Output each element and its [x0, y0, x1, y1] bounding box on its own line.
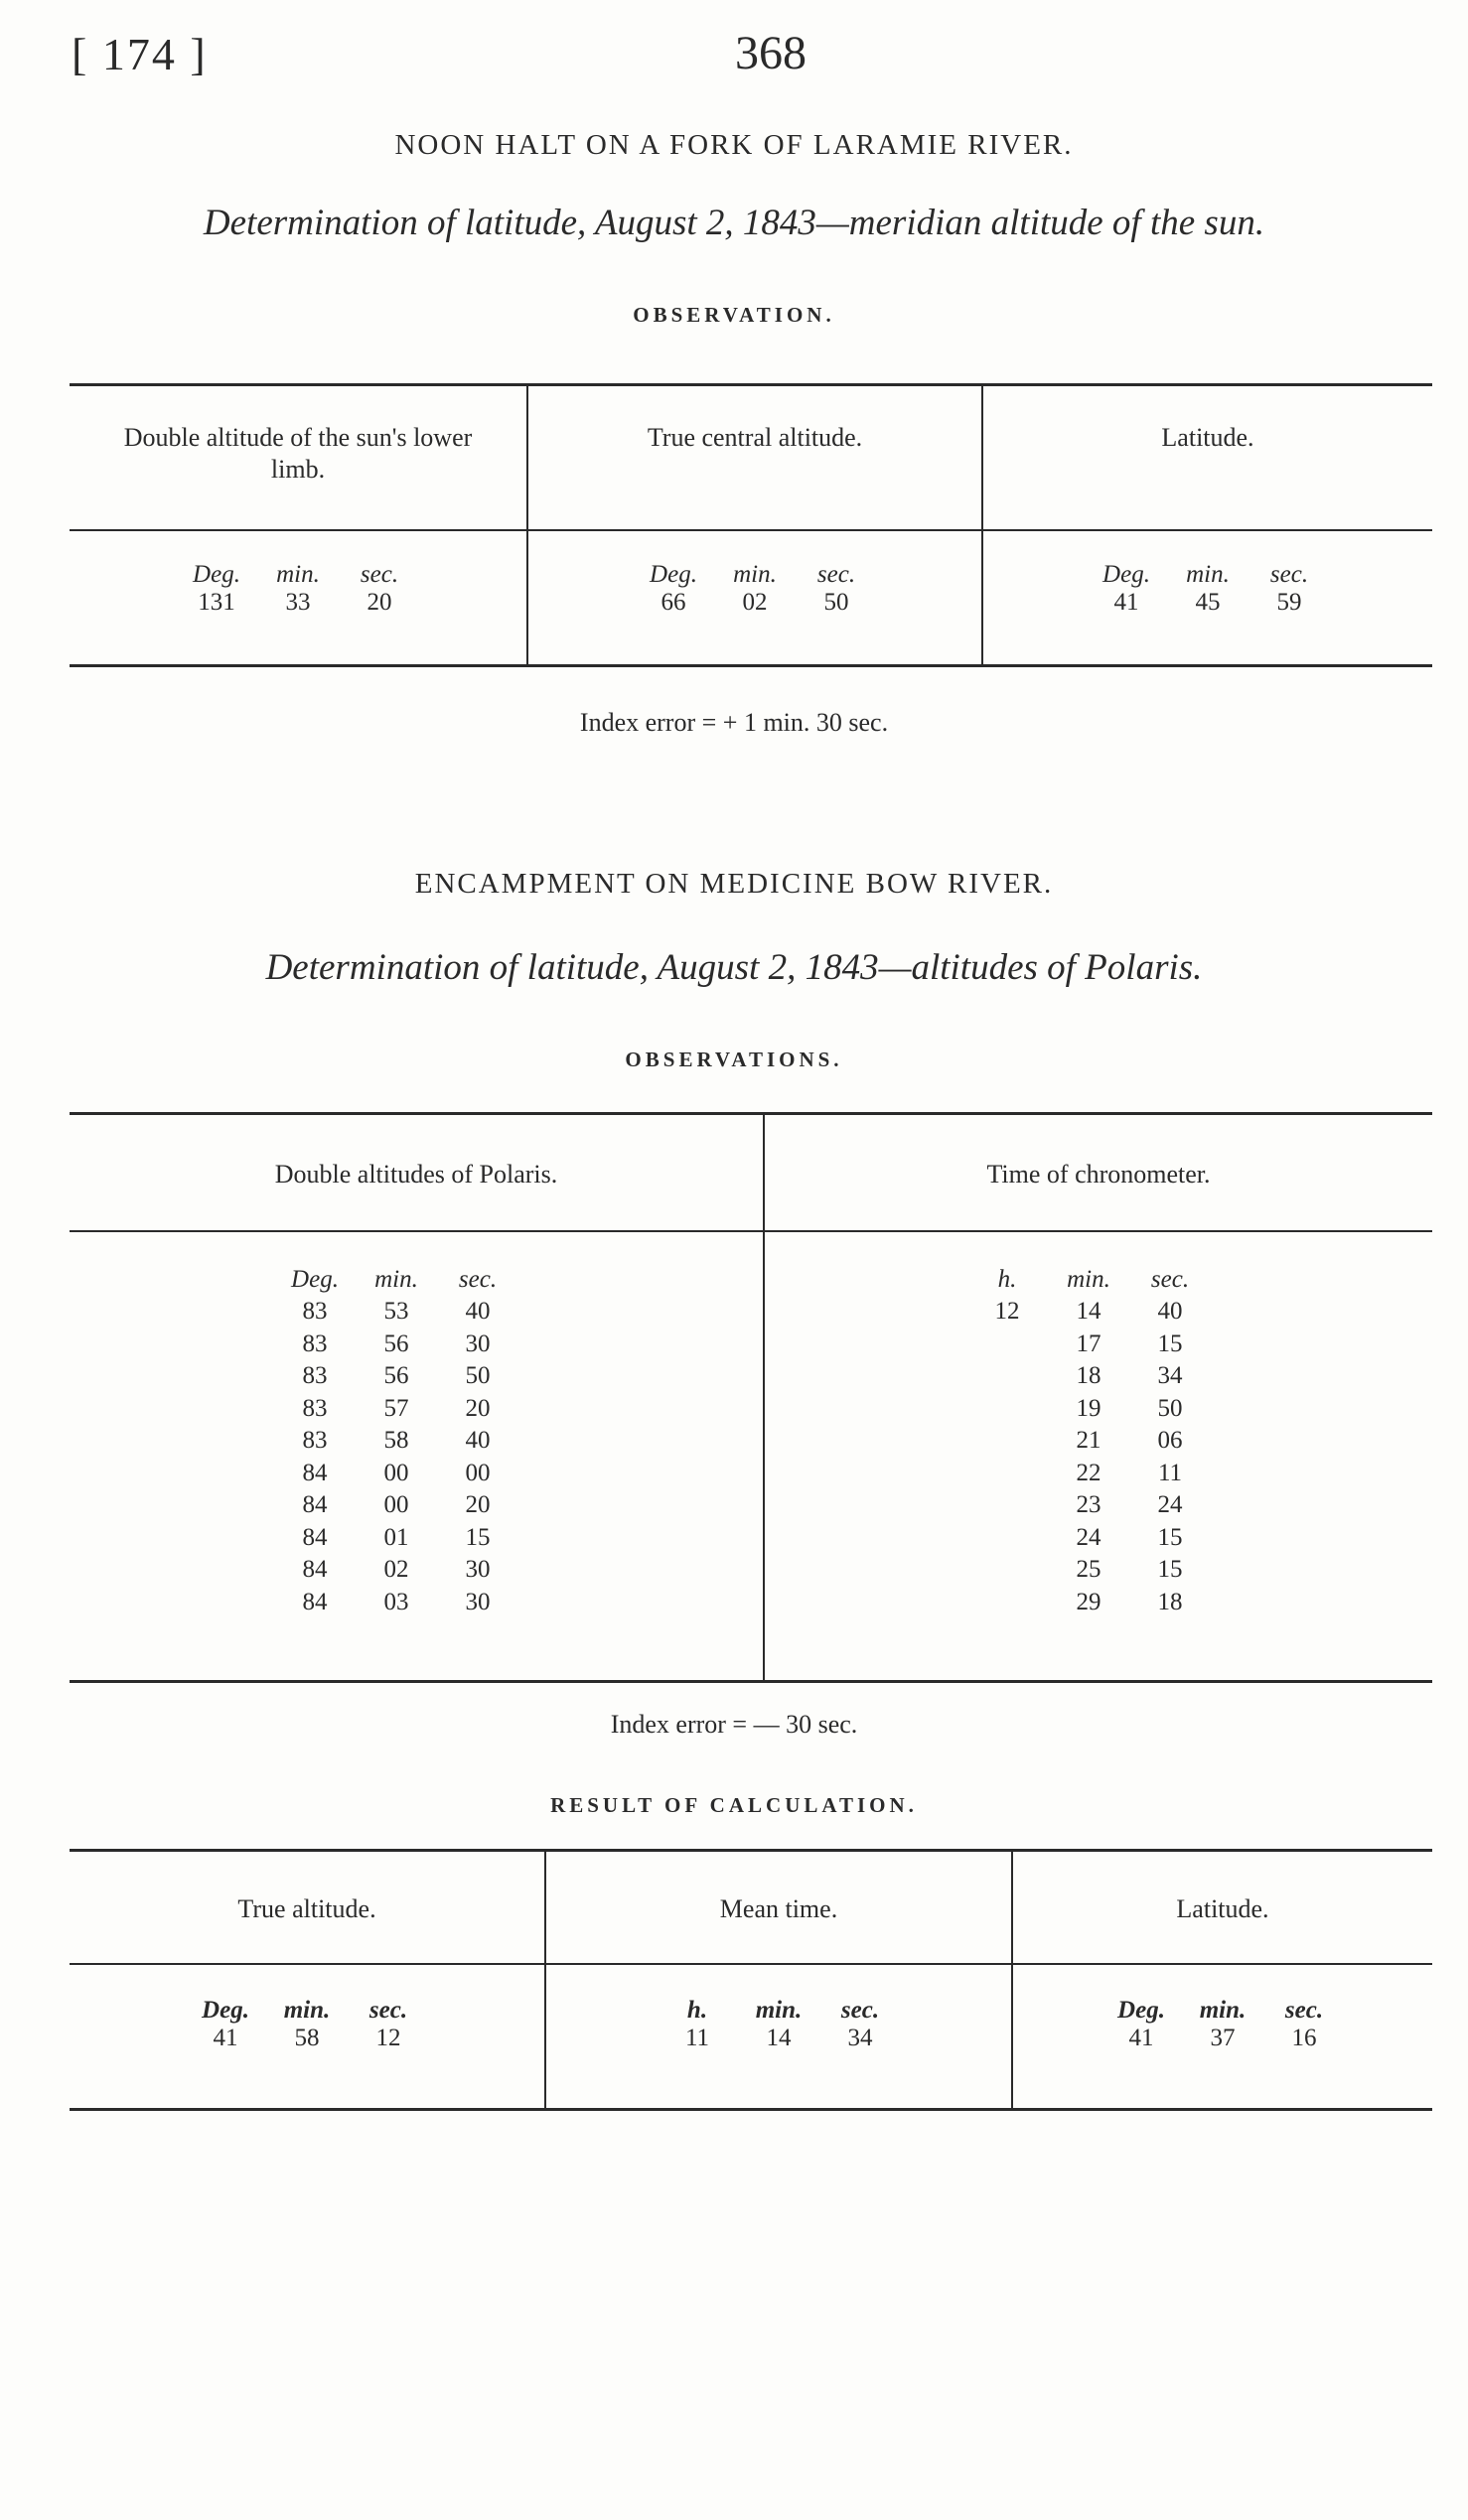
unit-deg: Deg. — [1102, 561, 1150, 588]
value-min: 14 — [766, 2025, 792, 2051]
table-cell: 50 — [1157, 1394, 1183, 1422]
table-row — [70, 1329, 723, 1361]
unit-deg: Deg. — [193, 561, 240, 588]
col-header-latitude: Latitude. — [1176, 1894, 1269, 1923]
table-cell: 03 — [383, 1588, 409, 1615]
units-row — [70, 1997, 544, 2025]
table-row — [765, 1522, 1412, 1555]
table-cell: 30 — [465, 1330, 491, 1357]
table-row — [765, 1329, 1412, 1361]
unit-min: min. — [374, 1266, 418, 1293]
units-row — [1013, 1997, 1432, 2025]
section2-caps-title: ENCAMPMENT ON MEDICINE BOW RIVER. — [414, 868, 1054, 900]
table-cell: 20 — [465, 1491, 491, 1518]
value-sec: 50 — [823, 589, 849, 616]
cell-latitude-result — [1013, 1965, 1432, 2108]
sun-observation-table — [70, 383, 1432, 667]
table-cell — [972, 1393, 1042, 1426]
col-header-mean-time: Mean time. — [546, 1852, 1013, 1963]
table-cell: 11 — [1157, 1459, 1183, 1486]
section2-index-error: Index error = — 30 sec. — [610, 1710, 858, 1739]
col-header-double-altitude: Double altitude of the sun's lower limb. — [70, 386, 528, 529]
table-cell: 00 — [465, 1459, 491, 1486]
table-row — [70, 1489, 723, 1522]
table-cell: 56 — [383, 1362, 409, 1389]
table-cell: 20 — [465, 1394, 491, 1422]
value-min: 02 — [742, 589, 768, 616]
table-row — [70, 1393, 723, 1426]
table-cell: 56 — [383, 1330, 409, 1357]
table-cell — [972, 1489, 1042, 1522]
unit-sec: sec. — [368, 1997, 408, 2024]
unit-min: min. — [733, 561, 777, 588]
table-row — [70, 1425, 723, 1458]
value-row — [70, 2025, 544, 2052]
table-row — [765, 1587, 1412, 1619]
unit-sec: sec. — [1150, 1266, 1190, 1293]
unit-min: min. — [1186, 561, 1230, 588]
table-cell: 15 — [465, 1523, 491, 1551]
value-row — [1013, 2025, 1432, 2052]
table-cell: 15 — [1157, 1330, 1183, 1357]
table-cell: 18 — [1076, 1362, 1101, 1389]
table-cell: 83 — [302, 1362, 328, 1389]
times-list — [765, 1296, 1412, 1618]
value-deg: 66 — [661, 589, 686, 616]
value-deg: 41 — [1113, 589, 1139, 616]
units-row — [983, 561, 1432, 589]
unit-min: min. — [276, 561, 320, 588]
value-min: 58 — [294, 2025, 320, 2051]
unit-min: min. — [1067, 1266, 1110, 1293]
cell-true-altitude — [70, 1965, 546, 2108]
table-cell: 00 — [383, 1491, 409, 1518]
table-cell: 17 — [1076, 1330, 1101, 1357]
page-number: 368 — [735, 27, 807, 79]
table-row — [765, 1360, 1412, 1393]
value-h: 11 — [684, 2025, 710, 2051]
table-cell: 12 — [994, 1298, 1020, 1325]
table-cell: 83 — [302, 1330, 328, 1357]
table-cell — [972, 1554, 1042, 1587]
table-cell: 24 — [1076, 1523, 1101, 1551]
value-sec: 34 — [847, 2025, 873, 2051]
unit-min: min. — [1199, 1997, 1247, 2024]
value-row — [528, 589, 981, 617]
table-cell: 23 — [1076, 1491, 1101, 1518]
table-row — [765, 1296, 1412, 1329]
section1-sub-heading: OBSERVATION. — [633, 303, 835, 327]
unit-sec: sec. — [840, 1997, 880, 2024]
col-header-latitude: Latitude. — [1161, 423, 1254, 452]
table-cell: 30 — [465, 1588, 491, 1615]
table-cell: 21 — [1076, 1427, 1101, 1454]
table-row — [765, 1425, 1412, 1458]
cell-latitude — [983, 531, 1432, 664]
units-row — [528, 561, 981, 589]
value-row — [70, 589, 526, 617]
value-min: 37 — [1210, 2025, 1236, 2051]
table-row — [765, 1489, 1412, 1522]
table-cell — [972, 1587, 1042, 1619]
table-cell: 01 — [383, 1523, 409, 1551]
unit-deg: Deg. — [1117, 1997, 1165, 2024]
table-row — [70, 1522, 723, 1555]
table-row — [70, 1554, 723, 1587]
table-cell: 15 — [1157, 1556, 1183, 1583]
value-sec: 59 — [1276, 589, 1302, 616]
table-cell: 83 — [302, 1427, 328, 1454]
value-min: 45 — [1195, 589, 1221, 616]
result-of-calculation-table — [70, 1849, 1432, 2111]
table-cell — [972, 1458, 1042, 1490]
table-cell — [972, 1360, 1042, 1393]
value-deg: 131 — [198, 589, 235, 616]
unit-sec: sec. — [458, 1266, 498, 1293]
table-cell: 02 — [383, 1556, 409, 1583]
unit-deg: Deg. — [202, 1997, 249, 2024]
section2-sub-heading: OBSERVATIONS. — [625, 1048, 843, 1071]
unit-min: min. — [283, 1997, 331, 2024]
value-sec: 20 — [367, 589, 392, 616]
table-row — [70, 1587, 723, 1619]
table-cell: 84 — [302, 1523, 328, 1551]
table-cell: 83 — [302, 1394, 328, 1422]
section1-italic-title: Determination of latitude, August 2, 1843—meridian altitude of the sun. — [203, 203, 1265, 243]
unit-sec: sec. — [360, 561, 399, 588]
section1-caps-title: NOON HALT ON A FORK OF LARAMIE RIVER. — [394, 129, 1074, 161]
value-deg: 41 — [1128, 2025, 1154, 2051]
table-cell: 18 — [1157, 1588, 1183, 1615]
table-row — [70, 1458, 723, 1490]
table-cell: 00 — [383, 1459, 409, 1486]
table-cell: 83 — [302, 1298, 328, 1325]
table-row — [70, 1296, 723, 1329]
table-cell: 84 — [302, 1491, 328, 1518]
col-header-true-altitude: True altitude. — [70, 1852, 546, 1963]
table-cell: 50 — [465, 1362, 491, 1389]
value-row — [546, 2025, 1011, 2052]
unit-deg: Deg. — [291, 1266, 339, 1293]
table-cell: 19 — [1076, 1394, 1101, 1422]
unit-h: h. — [997, 1266, 1017, 1293]
table-cell: 40 — [465, 1427, 491, 1454]
table-row — [765, 1393, 1412, 1426]
table-cell: 29 — [1076, 1588, 1101, 1615]
table-cell: 15 — [1157, 1523, 1183, 1551]
table-cell: 14 — [1076, 1298, 1101, 1325]
units-row — [765, 1264, 1412, 1296]
polaris-altitudes-column — [70, 1232, 765, 1680]
table-cell: 25 — [1076, 1556, 1101, 1583]
units-row — [546, 1997, 1011, 2025]
table-cell: 84 — [302, 1588, 328, 1615]
table-cell: 58 — [383, 1427, 409, 1454]
table-cell: 24 — [1157, 1491, 1183, 1518]
table-cell: 53 — [383, 1298, 409, 1325]
table-row — [70, 1360, 723, 1393]
table-cell — [972, 1329, 1042, 1361]
table-cell: 84 — [302, 1556, 328, 1583]
table-cell: 40 — [1157, 1298, 1183, 1325]
section1-index-error: Index error = + 1 min. 30 sec. — [579, 708, 889, 737]
section3-sub-heading: RESULT OF CALCULATION. — [550, 1793, 918, 1817]
table-row — [765, 1458, 1412, 1490]
units-row — [70, 561, 526, 589]
page-bracket-number: [ 174 ] — [72, 29, 208, 79]
unit-deg: Deg. — [650, 561, 697, 588]
col-header-double-altitudes-polaris: Double altitudes of Polaris. — [70, 1115, 765, 1230]
col-header-true-central-altitude: True central altitude. — [528, 386, 983, 529]
value-sec: 16 — [1291, 2025, 1317, 2051]
value-row — [983, 589, 1432, 617]
value-sec: 12 — [375, 2025, 401, 2051]
col-header-time-of-chronometer: Time of chronometer. — [986, 1160, 1211, 1189]
table-cell: 57 — [383, 1394, 409, 1422]
table-cell: 84 — [302, 1459, 328, 1486]
table-cell — [972, 1425, 1042, 1458]
unit-sec: sec. — [816, 561, 856, 588]
section2-italic-title: Determination of latitude, August 2, 1843—altitudes of Polaris. — [265, 947, 1203, 988]
table-cell — [972, 1522, 1042, 1555]
table-cell: 40 — [465, 1298, 491, 1325]
value-min: 33 — [285, 589, 311, 616]
unit-min: min. — [755, 1997, 803, 2024]
value-deg: 41 — [213, 2025, 238, 2051]
table-cell: 30 — [465, 1556, 491, 1583]
cell-true-central-altitude — [528, 531, 983, 664]
altitudes-list — [70, 1296, 723, 1618]
table-row — [765, 1554, 1412, 1587]
unit-h: h. — [686, 1997, 708, 2024]
cell-mean-time — [546, 1965, 1013, 2108]
units-row — [70, 1264, 723, 1296]
chronometer-times-column — [765, 1232, 1432, 1680]
table-cell: 06 — [1157, 1427, 1183, 1454]
table-cell: 22 — [1076, 1459, 1101, 1486]
polaris-observations-table — [70, 1112, 1432, 1683]
unit-sec: sec. — [1269, 561, 1309, 588]
unit-sec: sec. — [1284, 1997, 1324, 2024]
cell-double-altitude — [70, 531, 528, 664]
table-cell: 34 — [1157, 1362, 1183, 1389]
